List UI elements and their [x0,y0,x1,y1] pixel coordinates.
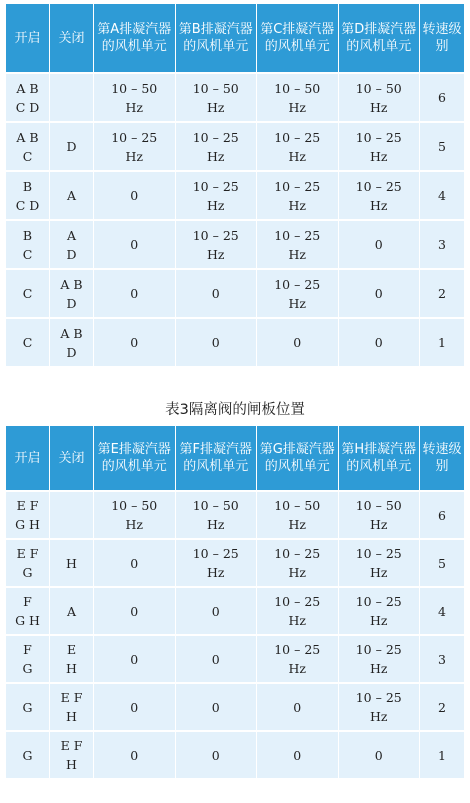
cell-fan-b: 10 – 25 Hz [176,221,258,270]
cell-speed: 6 [420,74,464,123]
header-row-f: 第F排凝汽器的风机单元 [176,426,258,492]
cell-speed: 6 [420,492,464,540]
cell-open: C [6,270,50,319]
damper-table-2 [6,426,464,780]
cell-speed: 5 [420,123,464,172]
cell-fan-h: 10 – 25 Hz [339,636,421,684]
header-closed: 关闭 [50,4,94,74]
cell-fan-d: 0 [339,270,421,319]
cell-fan-h: 10 – 25 Hz [339,684,421,732]
cell-closed [50,74,94,123]
cell-fan-h: 0 [339,732,421,780]
table-row [6,492,464,540]
cell-open: G [6,732,50,780]
header-row-h: 第H排凝汽器的风机单元 [339,426,421,492]
cell-speed: 1 [420,732,464,780]
table-header-row [6,426,464,492]
cell-fan-f: 0 [176,588,258,636]
header-speed-level: 转速级别 [420,4,464,74]
cell-open: A B C [6,123,50,172]
cell-closed: A [50,588,94,636]
cell-open: C [6,319,50,368]
table-header-row [6,4,464,74]
cell-speed: 4 [420,172,464,221]
cell-fan-d: 10 – 25 Hz [339,172,421,221]
cell-fan-g: 10 – 50 Hz [257,492,339,540]
cell-fan-a: 0 [94,172,176,221]
table-row [6,684,464,732]
cell-speed: 1 [420,319,464,368]
cell-closed: A [50,172,94,221]
cell-fan-b: 0 [176,270,258,319]
table-row [6,74,464,123]
cell-fan-b: 10 – 50 Hz [176,74,258,123]
cell-speed: 2 [420,270,464,319]
table-row [6,221,464,270]
cell-fan-e: 10 – 50 Hz [94,492,176,540]
damper-table-1 [6,4,464,368]
cell-open: B C D [6,172,50,221]
cell-closed [50,492,94,540]
cell-speed: 5 [420,540,464,588]
cell-fan-c: 0 [257,319,339,368]
cell-fan-h: 10 – 50 Hz [339,492,421,540]
header-open: 开启 [6,4,50,74]
cell-fan-c: 10 – 25 Hz [257,172,339,221]
cell-open: A B C D [6,74,50,123]
cell-fan-b: 0 [176,319,258,368]
cell-closed: D [50,123,94,172]
cell-fan-g: 0 [257,684,339,732]
cell-fan-e: 0 [94,540,176,588]
cell-fan-c: 10 – 25 Hz [257,123,339,172]
table-row [6,540,464,588]
cell-open: B C [6,221,50,270]
cell-open: E F G H [6,492,50,540]
cell-closed: H [50,540,94,588]
header-speed-level: 转速级别 [420,426,464,492]
header-closed: 关闭 [50,426,94,492]
table-row [6,172,464,221]
header-row-b: 第B排凝汽器的风机单元 [176,4,258,74]
cell-fan-a: 0 [94,221,176,270]
cell-fan-c: 10 – 50 Hz [257,74,339,123]
cell-fan-f: 10 – 50 Hz [176,492,258,540]
table-row [6,732,464,780]
cell-fan-b: 10 – 25 Hz [176,123,258,172]
table-row [6,270,464,319]
cell-open: E F G [6,540,50,588]
cell-fan-f: 0 [176,684,258,732]
cell-fan-d: 0 [339,221,421,270]
cell-closed: E F H [50,732,94,780]
table-row [6,636,464,684]
cell-closed: E F H [50,684,94,732]
cell-fan-h: 10 – 25 Hz [339,588,421,636]
cell-fan-e: 0 [94,588,176,636]
header-row-g: 第G排凝汽器的风机单元 [257,426,339,492]
cell-closed: A B D [50,319,94,368]
cell-speed: 4 [420,588,464,636]
cell-open: G [6,684,50,732]
cell-fan-h: 10 – 25 Hz [339,540,421,588]
cell-fan-e: 0 [94,732,176,780]
cell-closed: E H [50,636,94,684]
table-row [6,588,464,636]
cell-fan-e: 0 [94,636,176,684]
cell-fan-c: 10 – 25 Hz [257,270,339,319]
cell-speed: 3 [420,636,464,684]
cell-fan-d: 10 – 50 Hz [339,74,421,123]
cell-fan-f: 0 [176,636,258,684]
header-open: 开启 [6,426,50,492]
header-row-c: 第C排凝汽器的风机单元 [257,4,339,74]
cell-fan-a: 10 – 50 Hz [94,74,176,123]
cell-fan-a: 0 [94,270,176,319]
cell-fan-b: 10 – 25 Hz [176,172,258,221]
cell-closed: A D [50,221,94,270]
header-row-e: 第E排凝汽器的风机单元 [94,426,176,492]
cell-speed: 3 [420,221,464,270]
cell-fan-f: 0 [176,732,258,780]
cell-fan-c: 10 – 25 Hz [257,221,339,270]
cell-fan-g: 10 – 25 Hz [257,636,339,684]
cell-fan-g: 10 – 25 Hz [257,588,339,636]
table-caption: 表3隔离阀的闸板位置 [165,402,305,418]
cell-fan-f: 10 – 25 Hz [176,540,258,588]
header-row-a: 第A排凝汽器的风机单元 [94,4,176,74]
cell-closed: A B D [50,270,94,319]
header-row-d: 第D排凝汽器的风机单元 [339,4,421,74]
table-row [6,319,464,368]
cell-open: F G H [6,588,50,636]
cell-speed: 2 [420,684,464,732]
table-row [6,123,464,172]
cell-fan-e: 0 [94,684,176,732]
cell-fan-g: 10 – 25 Hz [257,540,339,588]
cell-fan-a: 0 [94,319,176,368]
cell-fan-d: 10 – 25 Hz [339,123,421,172]
cell-fan-g: 0 [257,732,339,780]
cell-fan-a: 10 – 25 Hz [94,123,176,172]
cell-fan-d: 0 [339,319,421,368]
cell-open: F G [6,636,50,684]
